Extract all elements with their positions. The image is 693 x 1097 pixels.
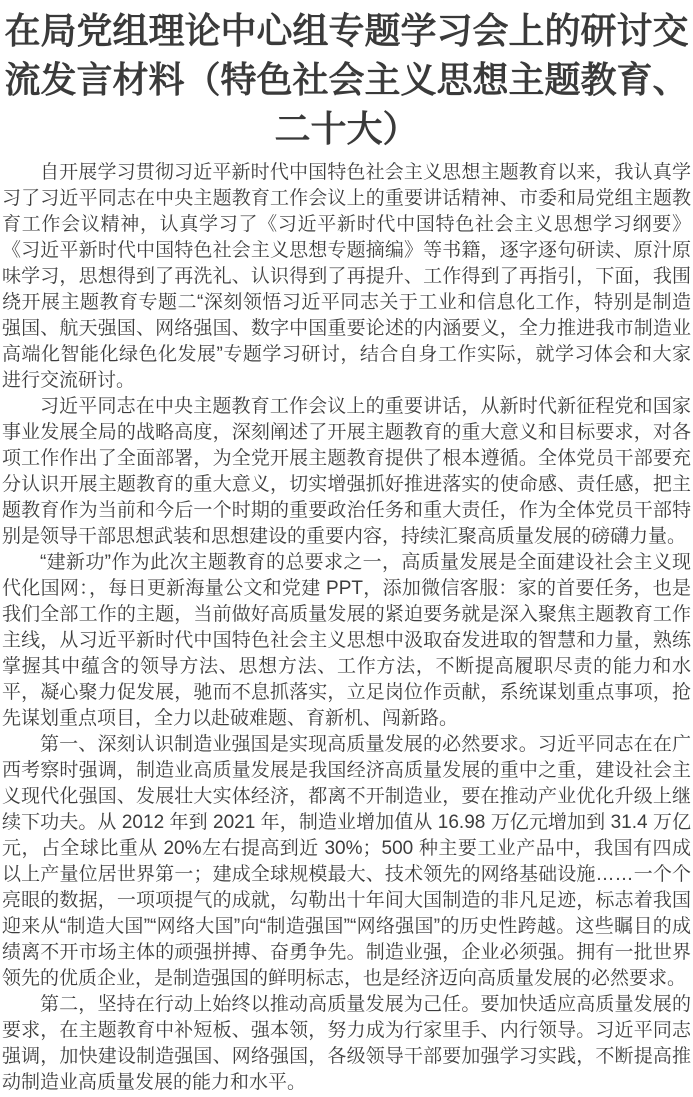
- document-body: [0, 160, 693, 1096]
- document-title: 在局党组理论中心组专题学习会上的研讨交流发言材料（特色社会主义思想主题教育、二十大）: [4, 10, 689, 149]
- paragraph-intro: 自开展学习贯彻习近平新时代中国特色社会主义思想主题教育以来，我认真学习了习近平同志在中央主题教育工作会议上的重要讲话精神、市委和局党组主题教育工作会议精神，认真学习了《习近平新时代中国特色社会主义思想学习纲要》《习近平新时代中国特色社会主义思想专题摘编》等书籍，逐字逐句研读、原汁原味学习，思想得到了再洗礼、认识得到了再提升、工作得到了再指引，下面，我围绕开展主题教育专题二“深刻领悟习近平同志关于工业和信息化工作，特别是制造强国、航天强国、网络强国、数字中国重要论述的内涵要义，全力推进我市制造业高端化智能化绿色化发展”专题学习研讨，结合自身工作实际，就学习体会和大家进行交流研讨。: [2, 162, 691, 391]
- paragraph-jianxingong: “建新功”作为此次主题教育的总要求之一，高质量发展是全面建设社会主义现代化国网：，每日更新海量公文和党建 PPT，添加微信客服：家的首要任务，也是我们全部工作的主题，当前做好高质量发展的紧迫要务就是深入聚焦主题教育工作主线，从习近平新时代中国特色社会主义思想中汲取奋发进取的智慧和力量，熟练掌握其中蕴含的领导方法、思想方法、工作方法，不断提高履职尽责的能力和水平，凝心聚力促发展，驰而不息抓落实，立足岗位作贡献，系统谋划重点事项，抢先谋划重点项目，全力以赴破难题、育新机、闯新路。: [2, 552, 691, 729]
- paragraph-point-one: 第一、深刻认识制造业强国是实现高质量发展的必然要求。习近平同志在在广西考察时强调，制造业高质量发展是我国经济高质量发展的重中之重，建设社会主义现代化强国、发展壮大实体经济，都离不开制造业，要在推动产业优化升级上继续下功夫。从 2012 年到 2021 年，制造业增加值从 16.98 万亿元增加到 31.4 万亿元，占全球比重从 20%左右提高到近 30%；500 种主要工业产品中，我国有四成以上产量位居世界第一；建成全球规模最大、技术领先的网络基础设施……一个个亮眼的数据，一项项提气的成就，勾勒出十年间大国制造的非凡足迹，标志着我国迎来从“制造大国”“网络大国”向“制造强国”“网络强国”的历史性跨越。这些瞩目的成绩离不开市场主体的顽强拼搏、奋勇争先。制造业强，企业必须强。拥有一批世界领先的优质企业，是制造强国的鲜明标志，也是经济迈向高质量发展的必然要求。: [2, 734, 691, 989]
- paragraph-speech-significance: 习近平同志在中央主题教育工作会议上的重要讲话，从新时代新征程党和国家事业发展全局的战略高度，深刻阐述了开展主题教育的重大意义和目标要求，对各项工作作出了全面部署，为全党开展主题教育提供了根本遵循。全体党员干部要充分认识开展主题教育的重大意义，切实增强抓好推进落实的使命感、责任感，把主题教育作为当前和今后一个时期的重要政治任务和重大责任，作为全体党员干部特别是领导干部思想武装和思想建设的重要内容，持续汇聚高质量发展的磅礴力量。: [2, 396, 691, 547]
- paragraph-point-two: 第二，坚持在行动上始终以推动高质量发展为己任。要加快适应高质量发展的要求，在主题教育中补短板、强本领，努力成为行家里手、内行领导。习近平同志强调，加快建设制造强国、网络强国，各级领导干部要加强学习实践，不断提高推动制造业高质量发展的能力和水平。: [2, 994, 691, 1093]
